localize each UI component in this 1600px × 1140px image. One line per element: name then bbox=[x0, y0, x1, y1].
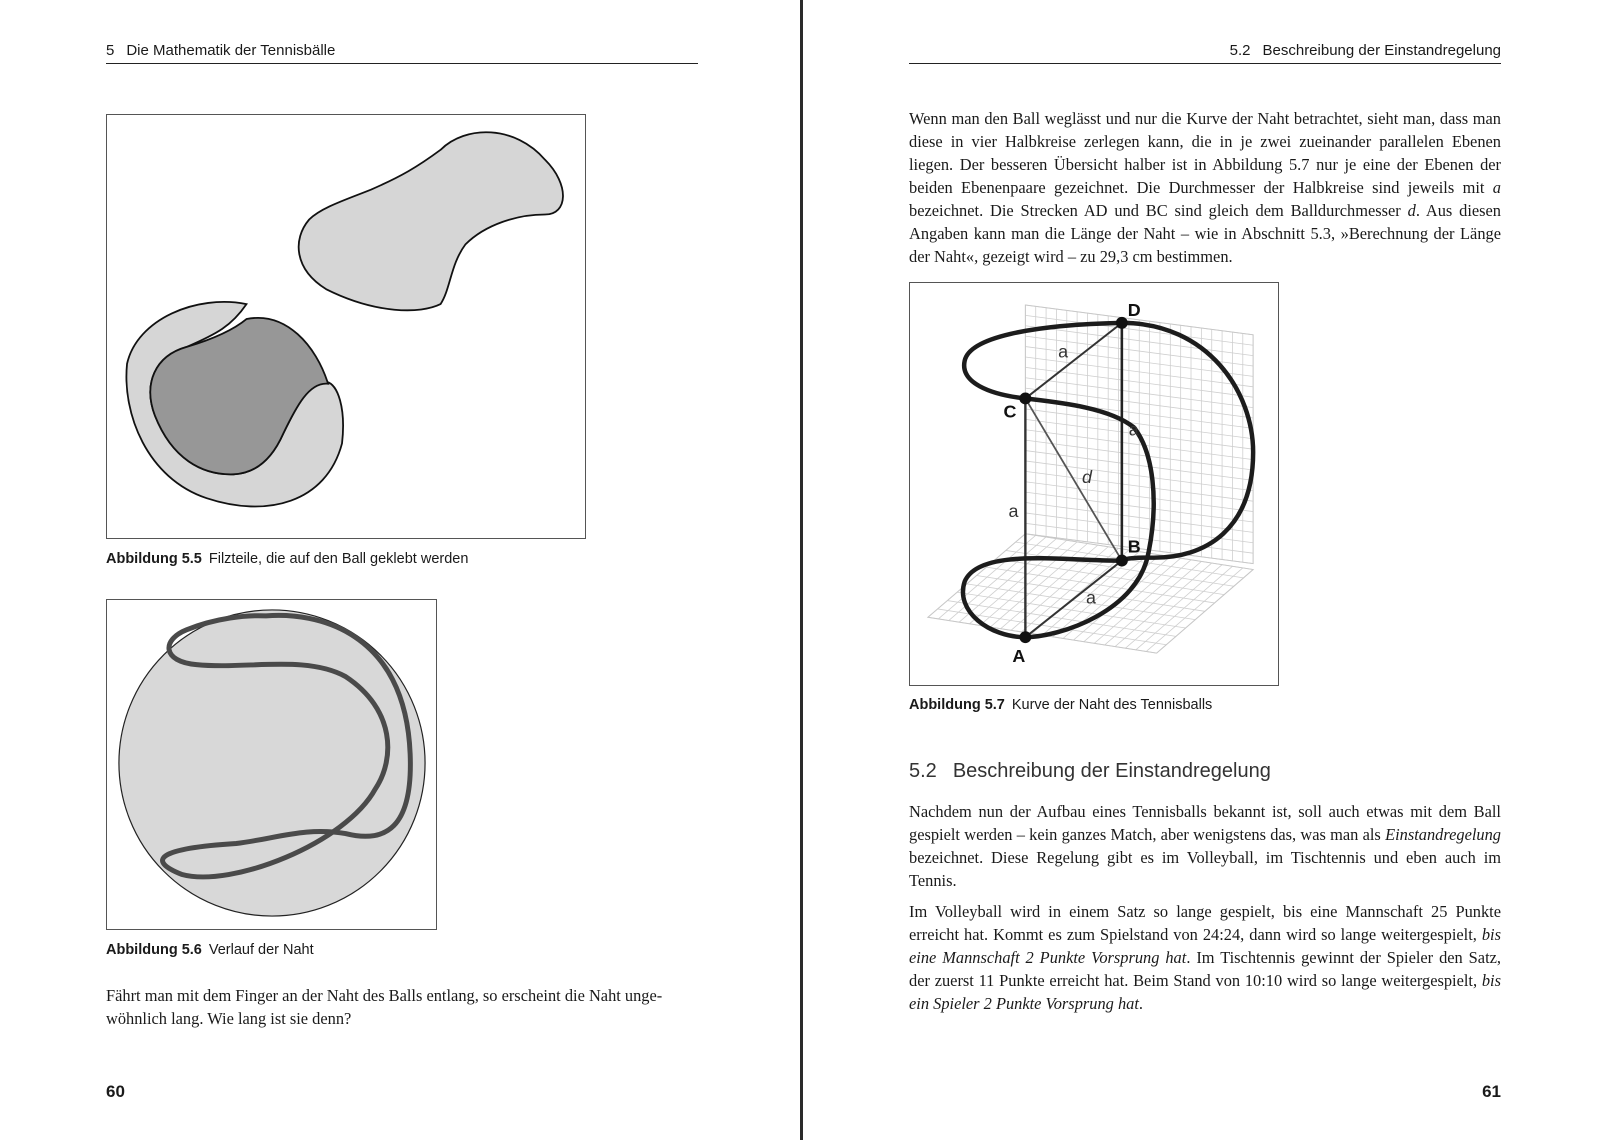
label-a-point: A bbox=[1012, 646, 1026, 667]
caption-text: Verlauf der Naht bbox=[208, 942, 314, 958]
figure-felt-pieces bbox=[106, 114, 586, 539]
label-segment-a-top: a bbox=[1058, 341, 1069, 362]
paragraph-line: wöhnlich lang. Wie lang ist sie denn? bbox=[106, 1009, 352, 1028]
caption-label: Abbildung 5.6 bbox=[106, 942, 202, 958]
caption-label: Abbildung 5.5 bbox=[106, 551, 202, 567]
paragraph-volleyball: Im Volleyball wird in einem Satz so lange gespielt, bis eine Mannschaft 25 Punkte erreicht hat. Kommt es zum Spielstand von 24:24, dann wird so lange weitergespielt, bis eine Mannschaft 2 Punkte Vorsprung hat. Im Tischtennis gewinnt der Spieler den Satz, der zuerst 11 Punkte erreicht hat. Beim Stand von 10:10 wird so lange weitergespielt, bis ein Spieler 2 Punkte Vorsprung hat. bbox=[909, 902, 1501, 1013]
point-c bbox=[1019, 392, 1031, 404]
emphasis-rule-tabletennis: bis ein Spieler 2 Punkte Vorsprung hat bbox=[909, 971, 1501, 1013]
point-b bbox=[1116, 555, 1128, 567]
chapter-title: Die Mathematik der Tennisbälle bbox=[126, 42, 336, 59]
variable-d: d bbox=[1407, 201, 1416, 220]
running-head-right bbox=[909, 42, 1501, 64]
emphasis-rule-volleyball: bis eine Mannschaft 2 Punkte Vorsprung hat bbox=[909, 925, 1501, 967]
seam-curve-diagram bbox=[910, 283, 1278, 685]
intro-paragraph bbox=[909, 107, 1501, 276]
label-segment-d: d bbox=[1082, 467, 1093, 488]
section-heading bbox=[909, 760, 1271, 783]
point-d bbox=[1116, 317, 1128, 329]
figure-seam-path bbox=[106, 599, 437, 930]
grid-line bbox=[967, 584, 1195, 620]
grid-line bbox=[957, 592, 1185, 628]
caption-figure-5-7 bbox=[909, 697, 1212, 713]
section-heading-title: Beschreibung der Einstandregelung bbox=[952, 760, 1271, 782]
page-number: 60 bbox=[106, 1082, 125, 1101]
felt-pieces-illustration bbox=[107, 115, 585, 538]
section-body bbox=[909, 800, 1501, 1023]
point-a bbox=[1019, 631, 1031, 643]
paragraph-seam-length bbox=[106, 984, 698, 1030]
caption-label: Abbildung 5.7 bbox=[909, 697, 1005, 713]
label-c-point: C bbox=[1003, 401, 1017, 422]
label-d-point: D bbox=[1127, 299, 1141, 320]
grid-line bbox=[996, 559, 1224, 595]
label-segment-a-right: a bbox=[1128, 419, 1139, 440]
chapter-number: 5 bbox=[106, 42, 115, 59]
variable-a: a bbox=[1492, 178, 1501, 197]
intro-text: Wenn man den Ball weglässt und nur die Kurve der Naht betrachtet, sieht man, dass man diese in vier Halbkreise zerlegen kann, die in je zwei zueinander parallelen Ebenen liegen. Der besseren Übersicht halber ist in Abbildung 5.7 nur je eine der Ebenen der beiden Ebenenpaare gezeichnet. Die Durchmesser der Halbkreise sind jeweils mit a bezeichnet. Die Strecken AD und BC sind gleich dem Balldurchmesser d. Aus diesen Angaben kann man die Länge der Naht – wie in Abschnitt 5.3, »Berechnung der Länge der Naht«, gezeigt wird – zu 29,3 cm bestimmen. bbox=[909, 109, 1501, 266]
label-b-point: B bbox=[1127, 536, 1141, 557]
paragraph-line: Fährt man mit dem Finger an der Naht des Balls entlang, so erscheint die Naht unge- bbox=[106, 986, 663, 1005]
term-einstandregelung: Einstandregelung bbox=[1385, 825, 1501, 844]
right-page bbox=[803, 0, 1600, 1140]
caption-figure-5-6 bbox=[106, 942, 314, 958]
paragraph-einstand: Nachdem nun der Aufbau eines Tennisballs bekannt ist, soll auch etwas mit dem Ball gespielt werden – kein ganzes Match, aber wenigstens das, was man als Einstandregelung bezeichnet. Diese Regelung gibt es im Volleyball, im Tischtennis und eben auch im Tennis. bbox=[909, 802, 1501, 890]
felt-piece-flat bbox=[299, 132, 563, 310]
section-heading-number: 5.2 bbox=[909, 760, 937, 782]
grid-line bbox=[986, 567, 1214, 603]
label-segment-a-left: a bbox=[1008, 500, 1019, 521]
caption-figure-5-5 bbox=[106, 551, 468, 567]
section-title: Beschreibung der Einstandregelung bbox=[1262, 42, 1501, 59]
tennis-ball-seam-illustration bbox=[107, 600, 436, 929]
segment-cd bbox=[1025, 323, 1121, 399]
running-head-left bbox=[106, 42, 698, 64]
section-number: 5.2 bbox=[1229, 42, 1251, 59]
caption-text: Filzteile, die auf den Ball geklebt werden bbox=[208, 551, 469, 567]
figure-seam-curve bbox=[909, 282, 1279, 686]
page-number: 61 bbox=[1482, 1082, 1501, 1101]
label-segment-a-bottom: a bbox=[1086, 587, 1096, 608]
caption-text: Kurve der Naht des Tennisballs bbox=[1011, 697, 1213, 713]
